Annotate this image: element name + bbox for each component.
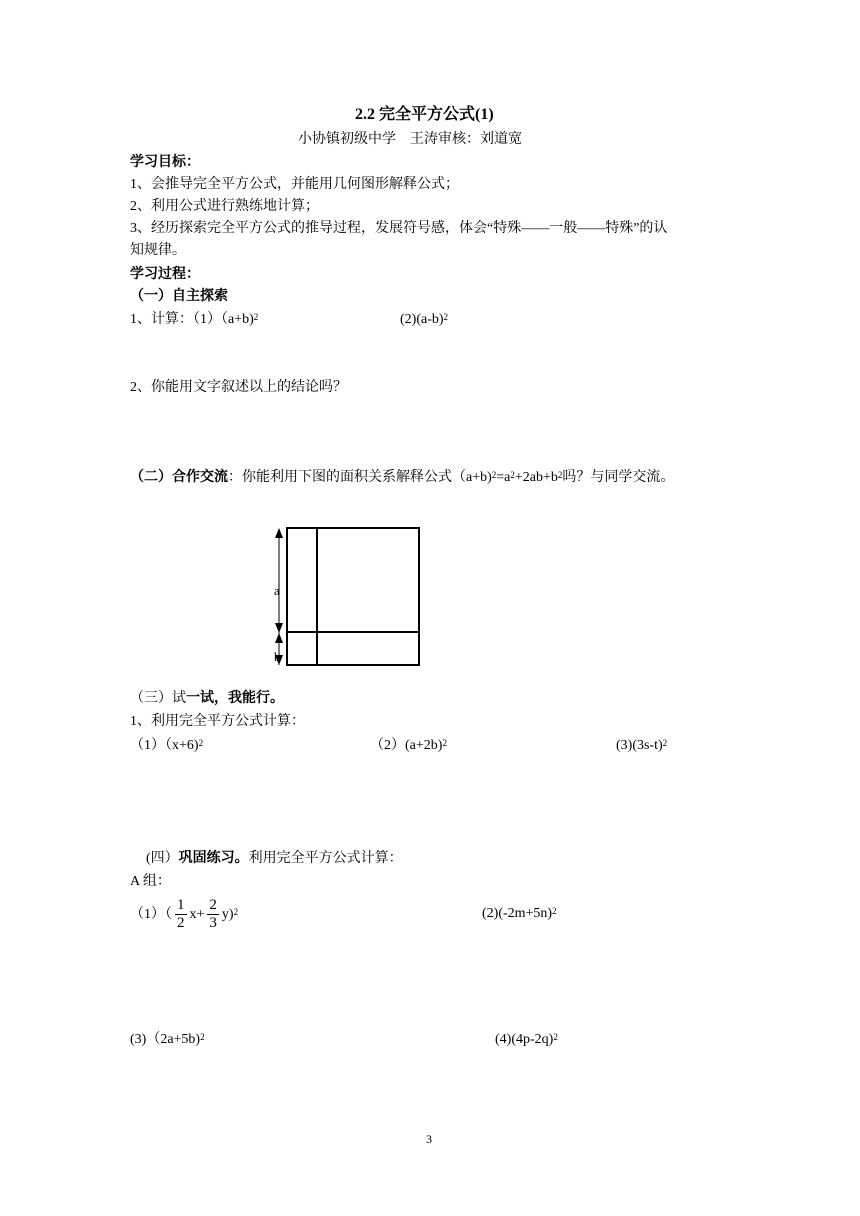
- fraction: [175, 897, 187, 932]
- process-heading: 学习过程：: [130, 267, 200, 282]
- objective-item: 知规律。: [130, 243, 186, 258]
- try-item: [370, 737, 447, 755]
- exponent: 2: [552, 906, 557, 916]
- question-2: 2、你能用文字叙述以上的结论吗？: [130, 380, 347, 395]
- section-heading-try: （三）试: [130, 691, 186, 706]
- objective-item: 3、经历探索完全平方公式的推导过程，发展符号感，体会“特殊——一般——特殊”的认: [130, 221, 668, 236]
- exponent: 2: [510, 470, 515, 480]
- exercise-1: [130, 311, 258, 329]
- exercise-text: (3)(3s-t): [616, 738, 663, 753]
- cooperate-text: +2ab+b: [514, 470, 558, 485]
- exercise-text: 1、计算：（1）（a+b): [130, 312, 254, 327]
- try-instruction: 1、利用完全平方公式计算：: [130, 714, 305, 729]
- exponent: 2: [198, 738, 204, 748]
- try-item: [130, 737, 203, 755]
- group-a-label: A 组：: [130, 874, 171, 889]
- fraction: [207, 897, 219, 932]
- exponent: 2: [557, 470, 563, 480]
- exponent: 2: [553, 1032, 558, 1042]
- area-diagram: [260, 520, 430, 672]
- section-practice: [146, 850, 403, 868]
- practice-instruction: 利用完全平方公式计算：: [248, 851, 403, 866]
- exercise-text: （1）（x+6): [130, 738, 199, 753]
- exercise-text: （2）(a+2b): [370, 738, 443, 753]
- area-diagram-svg: [260, 520, 430, 672]
- exponent: 2: [442, 738, 447, 748]
- section-heading-try-bold: 一试，我能行。: [186, 691, 284, 706]
- exponent: 2: [200, 1032, 205, 1042]
- exercise-text: (3)（2a+5b): [130, 1032, 201, 1047]
- section-heading-practice-bold: 巩固练习。: [178, 851, 249, 866]
- fraction-numerator: 2: [209, 897, 217, 914]
- exercise-2: [400, 311, 448, 329]
- byline: 小协镇初级中学 王涛审核：刘道宽: [298, 132, 522, 147]
- objectives-heading: 学习目标：: [130, 155, 200, 170]
- practice-item-3: [130, 1031, 205, 1049]
- cooperate-text: ：你能利用下图的面积关系解释公式（a+b): [228, 470, 492, 485]
- cooperate-text: =a: [496, 470, 511, 485]
- exponent: 2: [662, 738, 668, 748]
- arrow-up-icon: [275, 633, 283, 643]
- exercise-text: x+: [189, 907, 205, 922]
- try-item: [616, 737, 667, 755]
- section-heading-explore: （一）自主探索: [130, 289, 228, 304]
- page-title: 2.2 完全平方公式(1): [355, 106, 494, 123]
- practice-item-1: [130, 895, 238, 935]
- fraction-denominator: 3: [209, 915, 217, 932]
- section-heading-cooperate: （二）合作交流: [130, 470, 228, 485]
- exercise-text: (4)(4p-2q): [495, 1032, 554, 1047]
- label-b: b: [274, 649, 281, 664]
- section-try: [130, 690, 284, 708]
- objective-item: 1、会推导完全平方公式，并能用几何图形解释公式；: [130, 177, 459, 192]
- fraction-denominator: 2: [177, 915, 185, 932]
- practice-item-4: [495, 1031, 558, 1049]
- exponent: 2: [491, 470, 497, 480]
- exercise-text: (2)(-2m+5n): [482, 906, 553, 921]
- outer-square: [287, 528, 419, 665]
- cooperate-text: 吗？与同学交流。: [562, 470, 675, 485]
- page-number: 3: [426, 1132, 432, 1146]
- exercise-text: y): [221, 907, 234, 922]
- label-a: a: [274, 583, 280, 598]
- fraction-numerator: 1: [177, 897, 185, 914]
- exponent: 2: [253, 312, 259, 322]
- arrow-up-icon: [275, 528, 283, 538]
- exponent: 2: [233, 907, 239, 917]
- exponent: 2: [443, 312, 449, 322]
- practice-item-2: [482, 905, 557, 923]
- exercise-text: （1）（: [130, 907, 172, 922]
- section-heading-practice: (四）: [146, 851, 179, 866]
- section-cooperate: [130, 469, 674, 487]
- arrow-down-icon: [275, 623, 283, 633]
- exercise-text: (2)(a-b): [400, 312, 444, 327]
- objective-item: 2、利用公式进行熟练地计算；: [130, 199, 319, 214]
